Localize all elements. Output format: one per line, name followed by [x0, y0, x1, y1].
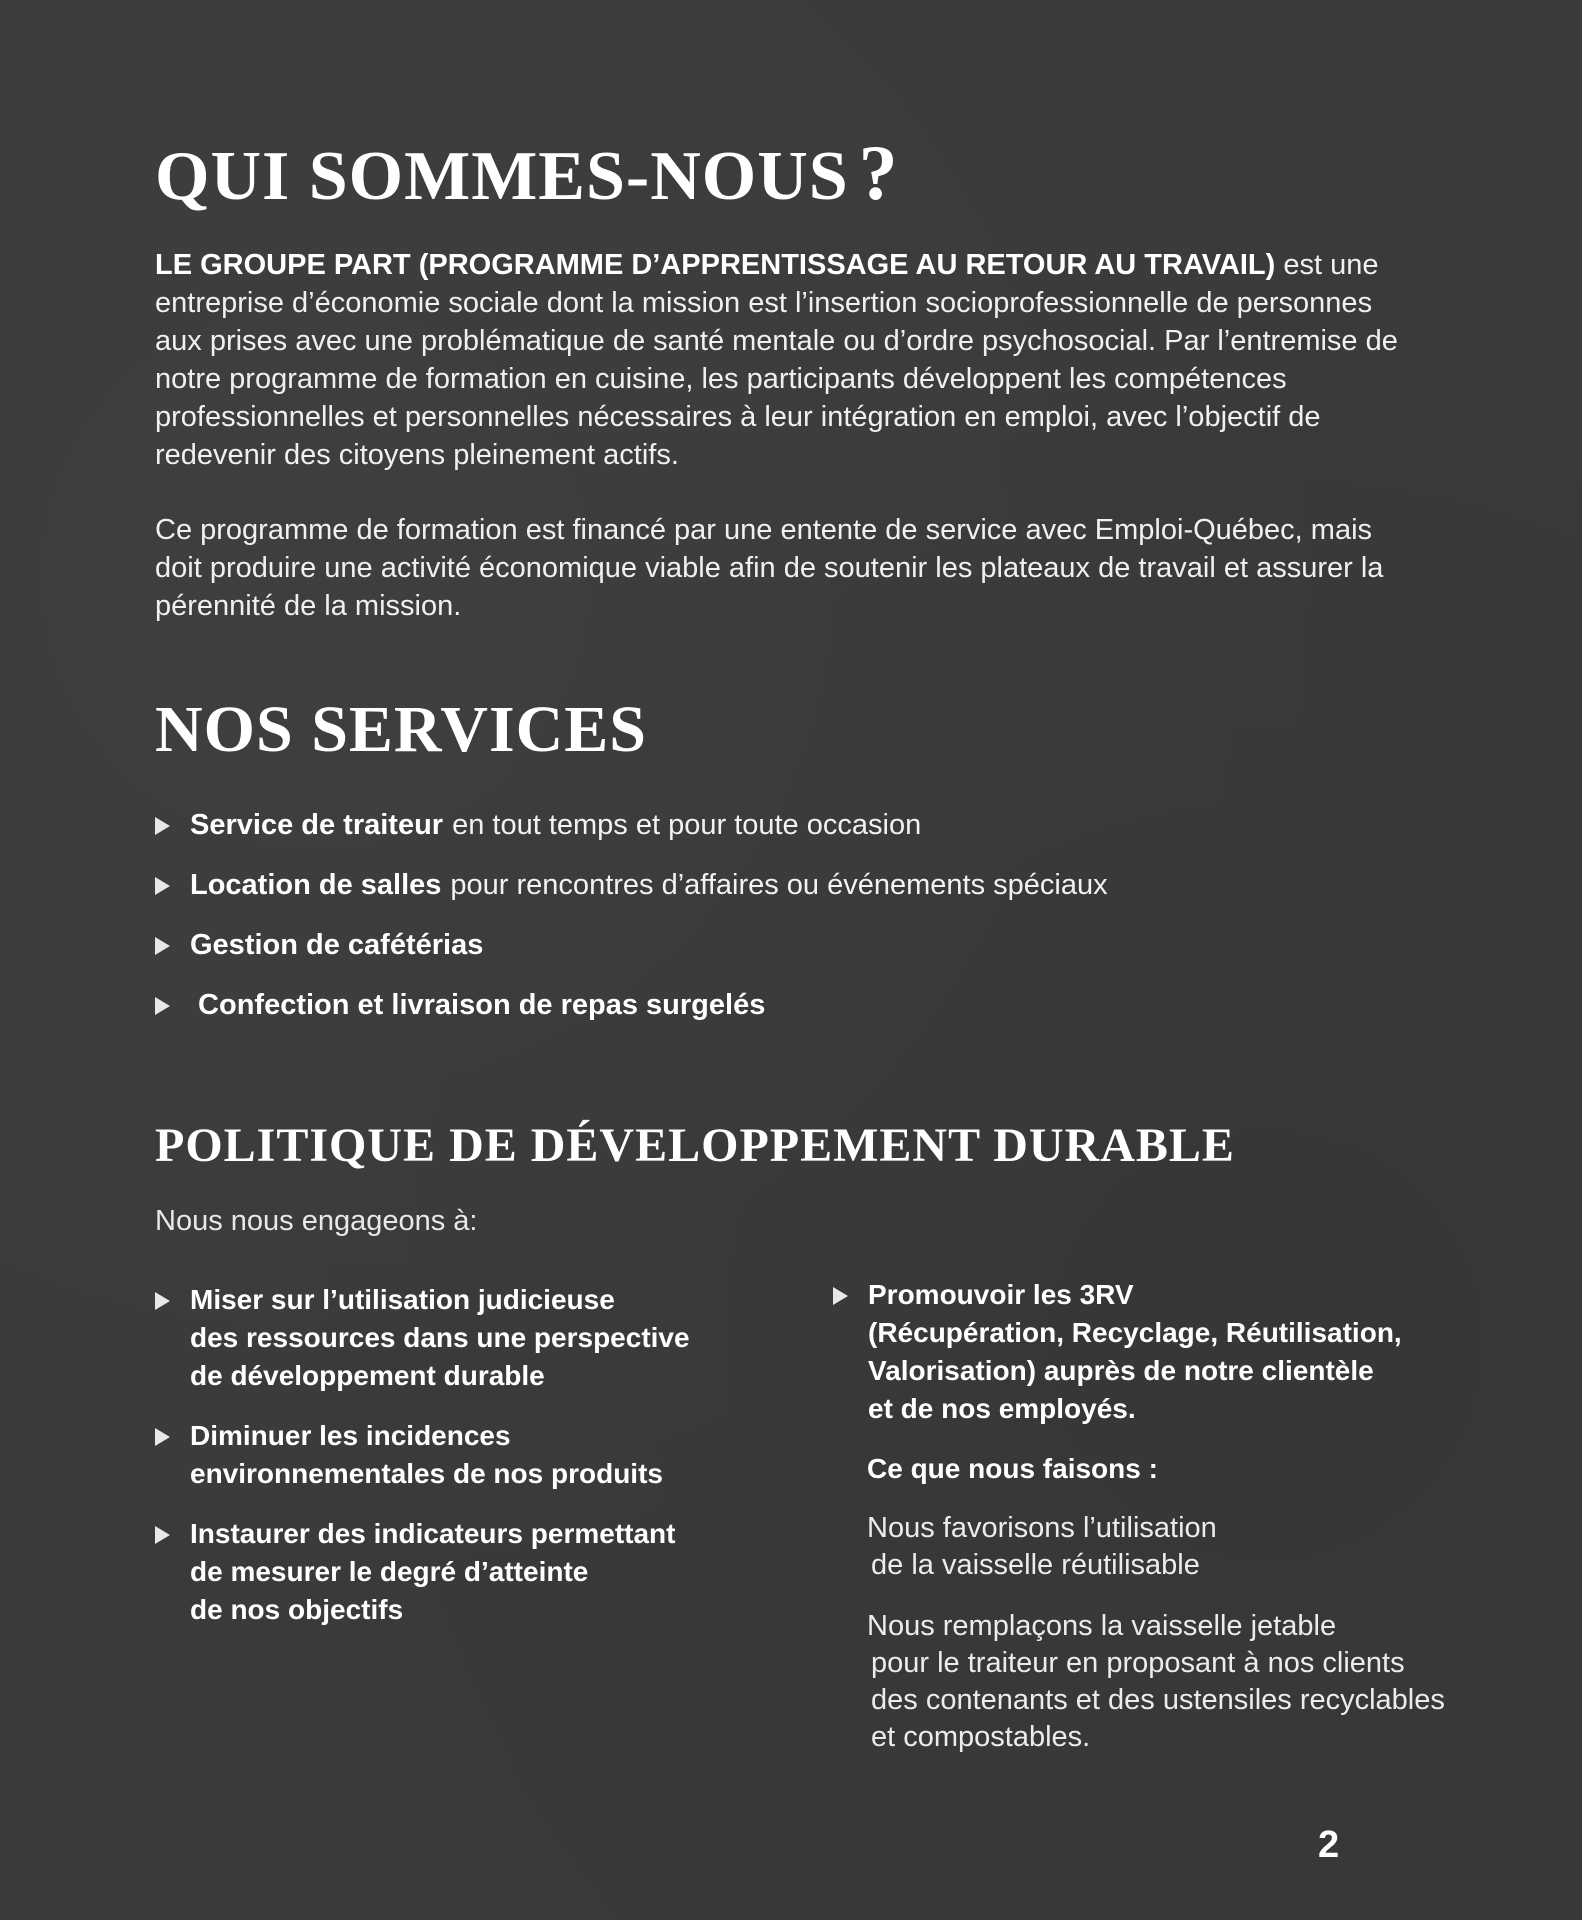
engagement-item-text — [868, 1276, 1402, 1428]
triangle-bullet-icon — [833, 1287, 848, 1305]
triangle-bullet-icon — [155, 817, 170, 835]
services-item-text: en tout temps et pour toute occasion — [452, 809, 922, 841]
faisons-line: pour le traiteur en proposant à nos clients — [871, 1647, 1405, 1679]
services-item-bold: Gestion de cafétérias — [190, 929, 484, 961]
engagement-list-right — [833, 1276, 1473, 1428]
triangle-bullet-icon — [155, 1292, 170, 1310]
intro-paragraph-1 — [155, 246, 1425, 474]
engagement-item — [155, 1281, 775, 1395]
triangle-bullet-icon — [155, 877, 170, 895]
intro-paragraph-2: Ce programme de formation est financé par une entente de service avec Emploi-Québec, mais doit produire une activité économique viable afin de soutenir les plateaux de travail et assurer la pérennité de la mission. — [155, 514, 1384, 622]
faisons-line: Nous remplaçons la vaisselle jetable — [867, 1610, 1337, 1642]
heading-nos-services: NOS SERVICES — [155, 693, 648, 766]
faisons-line: des contenants et des ustensiles recyclables — [871, 1684, 1445, 1716]
engagement-line: Valorisation) auprès de notre clientèle — [868, 1355, 1374, 1386]
engagement-item-text — [190, 1281, 690, 1395]
services-item-bold: Location de salles — [190, 869, 442, 901]
engagement-item — [833, 1276, 1473, 1428]
engagement-line: et de nos employés. — [868, 1393, 1136, 1424]
triangle-bullet-icon — [155, 1428, 170, 1446]
engagement-line: environnementales de nos produits — [190, 1458, 663, 1489]
services-item-bold: Confection et livraison de repas surgelés — [190, 989, 766, 1021]
faisons-line: Nous favorisons l’utilisation — [867, 1512, 1217, 1544]
engagement-item-text — [190, 1515, 675, 1629]
triangle-bullet-icon — [155, 997, 170, 1015]
engagement-line: de développement durable — [190, 1360, 545, 1391]
services-list — [155, 806, 1108, 1046]
triangle-bullet-icon — [155, 1526, 170, 1544]
heading-qui-qmark: ? — [858, 129, 899, 216]
services-item-bold: Service de traiteur — [190, 809, 444, 841]
engagement-line: de mesurer le degré d’atteinte — [190, 1556, 589, 1587]
engagement-line: Instaurer des indicateurs permettant — [190, 1518, 676, 1549]
faisons-paragraph-2 — [867, 1608, 1445, 1756]
triangle-bullet-icon — [155, 937, 170, 955]
heading-qui-text: QUI SOMMES-NOUS — [155, 138, 849, 215]
page-number: 2 — [1318, 1824, 1340, 1866]
engage-intro: Nous nous engageons à: — [155, 1205, 478, 1237]
heading-qui-sommes-nous — [155, 128, 899, 218]
faisons-line: de la vaisselle réutilisable — [871, 1549, 1200, 1581]
intro-org-name: LE GROUPE PART (PROGRAMME D’APPRENTISSAGE AU RETOUR AU TRAVAIL) — [155, 249, 1276, 281]
engagement-line: Miser sur l’utilisation judicieuse — [190, 1284, 615, 1315]
faisons-label: Ce que nous faisons : — [867, 1453, 1158, 1484]
faisons-line: et compostables. — [871, 1721, 1091, 1753]
engagement-item-text — [190, 1417, 663, 1493]
faisons-paragraph-1 — [867, 1510, 1217, 1584]
engagement-line: Promouvoir les 3RV — [868, 1279, 1134, 1310]
services-item-text: pour rencontres d’affaires ou événements spéciaux — [450, 869, 1108, 901]
services-item — [155, 866, 1108, 926]
heading-politique: POLITIQUE DE DÉVELOPPEMENT DURABLE — [155, 1119, 1235, 1172]
services-item — [155, 986, 1108, 1046]
engagement-line: de nos objectifs — [190, 1594, 404, 1625]
engagement-line: (Récupération, Recyclage, Réutilisation, — [868, 1317, 1402, 1348]
services-item — [155, 926, 1108, 986]
engagement-item — [155, 1515, 775, 1629]
engagement-item — [155, 1417, 775, 1493]
services-item — [155, 806, 1108, 866]
intro-paragraph-1-text: est une entreprise d’économie sociale dont la mission est l’insertion socioprofessionnelle de personnes aux prises avec une problématique de santé mentale ou d’ordre psychosocial. Par l’entremise de notre programme de formation en cuisine, les participants développent les compétences professionnelles et personnelles nécessaires à leur intégration en emploi, avec l’objectif de redevenir des citoyens pleinement actifs. — [155, 249, 1398, 471]
engagement-line: des ressources dans une perspective — [190, 1322, 690, 1353]
engagement-line: Diminuer les incidences — [190, 1420, 511, 1451]
engagement-list-left — [155, 1281, 775, 1651]
